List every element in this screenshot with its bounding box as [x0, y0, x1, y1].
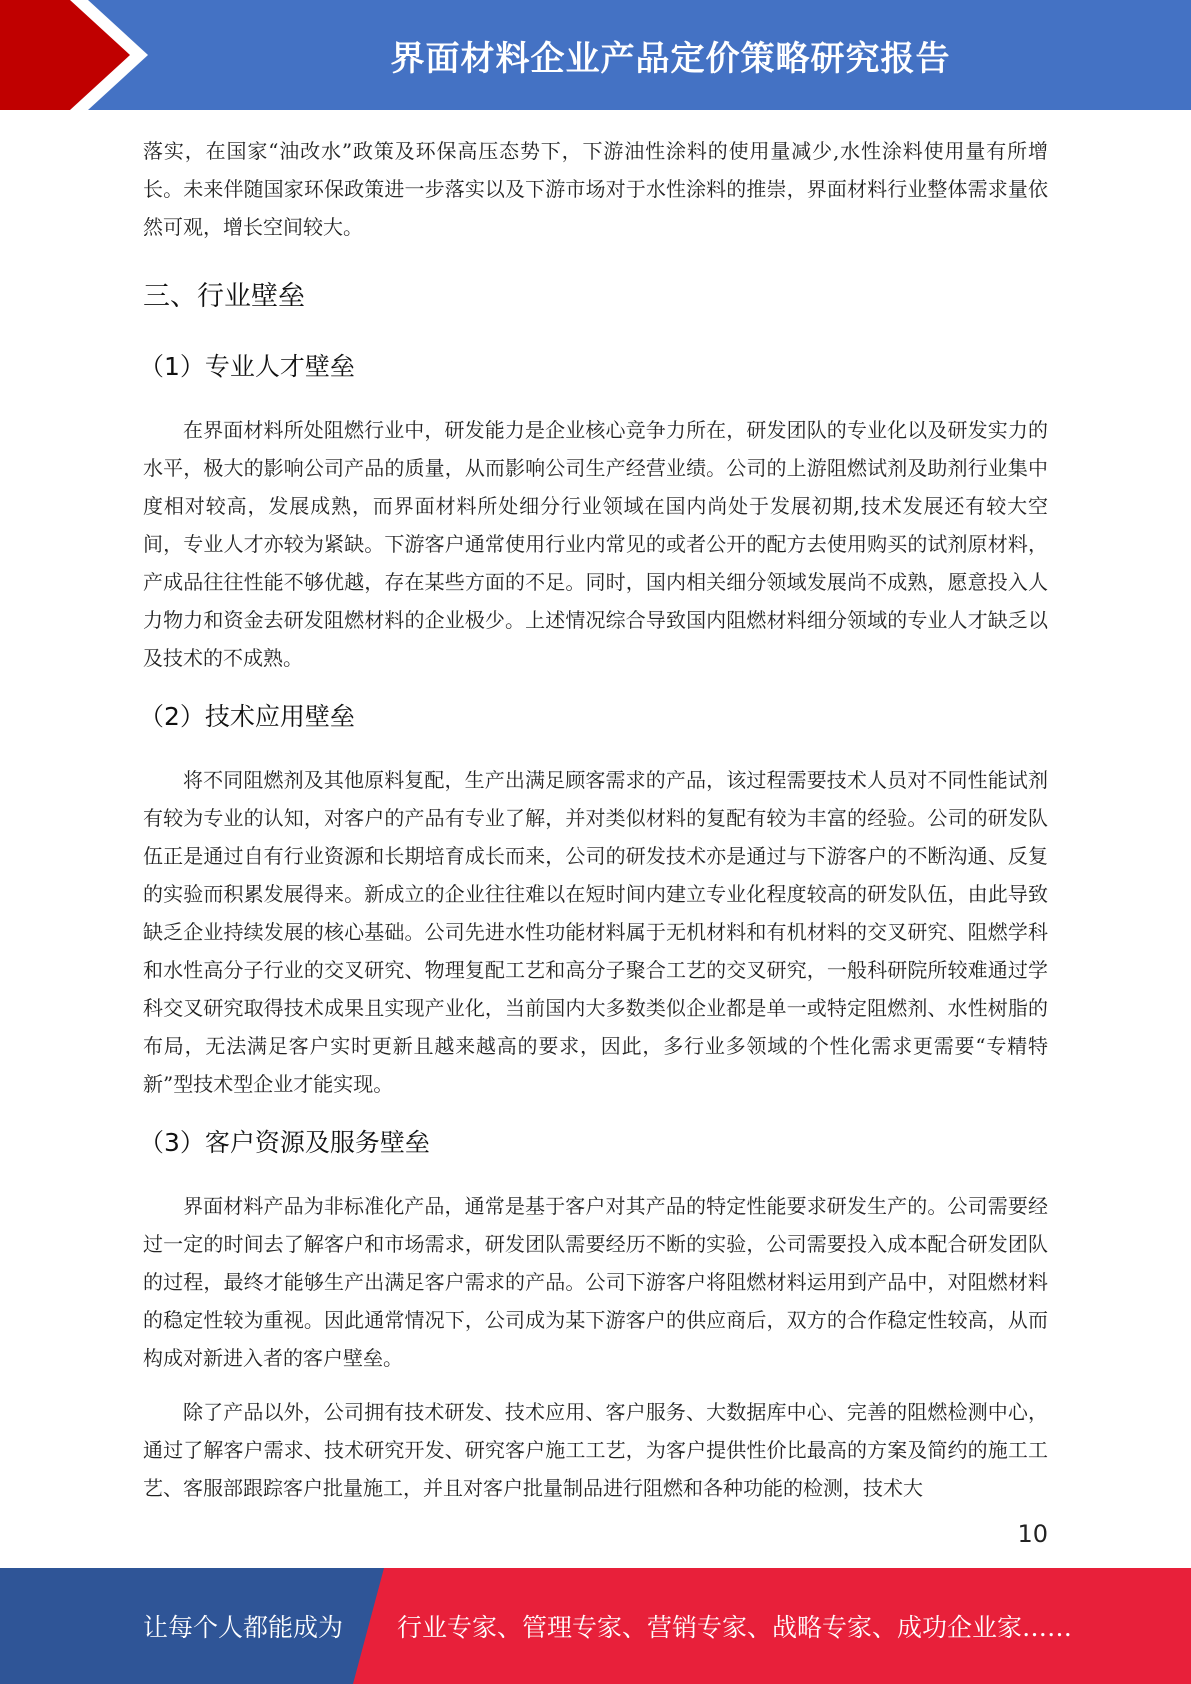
document-title: 界面材料企业产品定价策略研究报告 — [390, 38, 951, 79]
paragraph-service: 除了产品以外，公司拥有技术研发、技术应用、客户服务、大数据库中心、完善的阻燃检测中心，通过了解客户需求、技术研究开发、研究客户施工工艺，为客户提供性价比最高的方案及简约的施工工艺、客服部跟踪客户批量施工，并且对客户批量制品进行阻燃和各种功能的检测，技术大 — [143, 1400, 1048, 1500]
intro-paragraph: 落实，在国家“油改水”政策及环保高压态势下，下游油性涂料的使用量减少,水性涂料使用量有所增长。未来伴随国家环保政策进一步落实以及下游市场对于水性涂料的推崇，界面材料行业整体需求量依然可观，增长空间较大。 — [143, 139, 1048, 239]
page-footer — [0, 1568, 1191, 1684]
paragraph-technology: 将不同阻燃剂及其他原料复配，生产出满足顾客需求的产品，该过程需要技术人员对不同性能试剂有较为专业的认知，对客户的产品有专业了解，并对类似材料的复配有较为丰富的经验。公司的研发队伍正是通过自有行业资源和长期培育成长而来，公司的研发技术亦是通过与下游客户的不断沟通、反复的实验而积累发展得来。新成立的企业往往难以在短时间内建立专业化程度较高的研发队伍，由此导致缺乏企业持续发展的核心基础。公司先进水性功能材料属于无机材料和有机材料的交叉研究、阻燃学科和水性高分子行业的交叉研究、物理复配工艺和高分子聚合工艺的交叉研究，一般科研院所较难通过学科交叉研究取得技术成果且实现产业化，当前国内大多数类似企业都是单一或特定阻燃剂、水性树脂的布局，无法满足客户实时更新且越来越高的要求，因此，多行业多领域的个性化需求更需要“专精特新”型技术型企业才能实现。 — [143, 768, 1048, 1096]
footer-slogan-right: 行业专家、管理专家、营销专家、战略专家、成功企业家…… — [397, 1613, 1073, 1642]
page-number: 10 — [1017, 1520, 1048, 1548]
paragraph-customer: 界面材料产品为非标准化产品，通常是基于客户对其产品的特定性能要求研发生产的。公司需要经过一定的时间去了解客户和市场需求，研发团队需要经历不断的实验，公司需要投入成本配合研发团队的过程，最终才能够生产出满足客户需求的产品。公司下游客户将阻燃材料运用到产品中，对阻燃材料的稳定性较为重视。因此通常情况下，公司成为某下游客户的供应商后，双方的合作稳定性较高，从而构成对新进入者的客户壁垒。 — [143, 1194, 1048, 1370]
subsection-title-talent: （1）专业人才壁垒 — [139, 352, 355, 381]
subsection-title-customer: （3）客户资源及服务壁垒 — [139, 1128, 430, 1157]
page-content — [139, 132, 1048, 1507]
footer-slogan-left: 让每个人都能成为 — [143, 1613, 344, 1642]
paragraph-talent: 在界面材料所处阻燃行业中，研发能力是企业核心竞争力所在，研发团队的专业化以及研发实力的水平，极大的影响公司产品的质量，从而影响公司生产经营业绩。公司的上游阻燃试剂及助剂行业集中度相对较高，发展成熟，而界面材料所处细分行业领域在国内尚处于发展初期,技术发展还有较大空间，专业人才亦较为紧缺。下游客户通常使用行业内常见的或者公开的配方去使用购买的试剂原材料，产成品往往性能不够优越，存在某些方面的不足。同时，国内相关细分领域发展尚不成熟，愿意投入人力物力和资金去研发阻燃材料的企业极少。上述情况综合导致国内阻燃材料细分领域的专业人才缺乏以及技术的不成熟。 — [143, 418, 1048, 670]
header-arrow-graphic — [0, 0, 160, 110]
section-title: 三、行业壁垒 — [143, 281, 305, 312]
subsection-title-technology: （2）技术应用壁垒 — [139, 702, 355, 731]
page-header — [0, 0, 1191, 110]
